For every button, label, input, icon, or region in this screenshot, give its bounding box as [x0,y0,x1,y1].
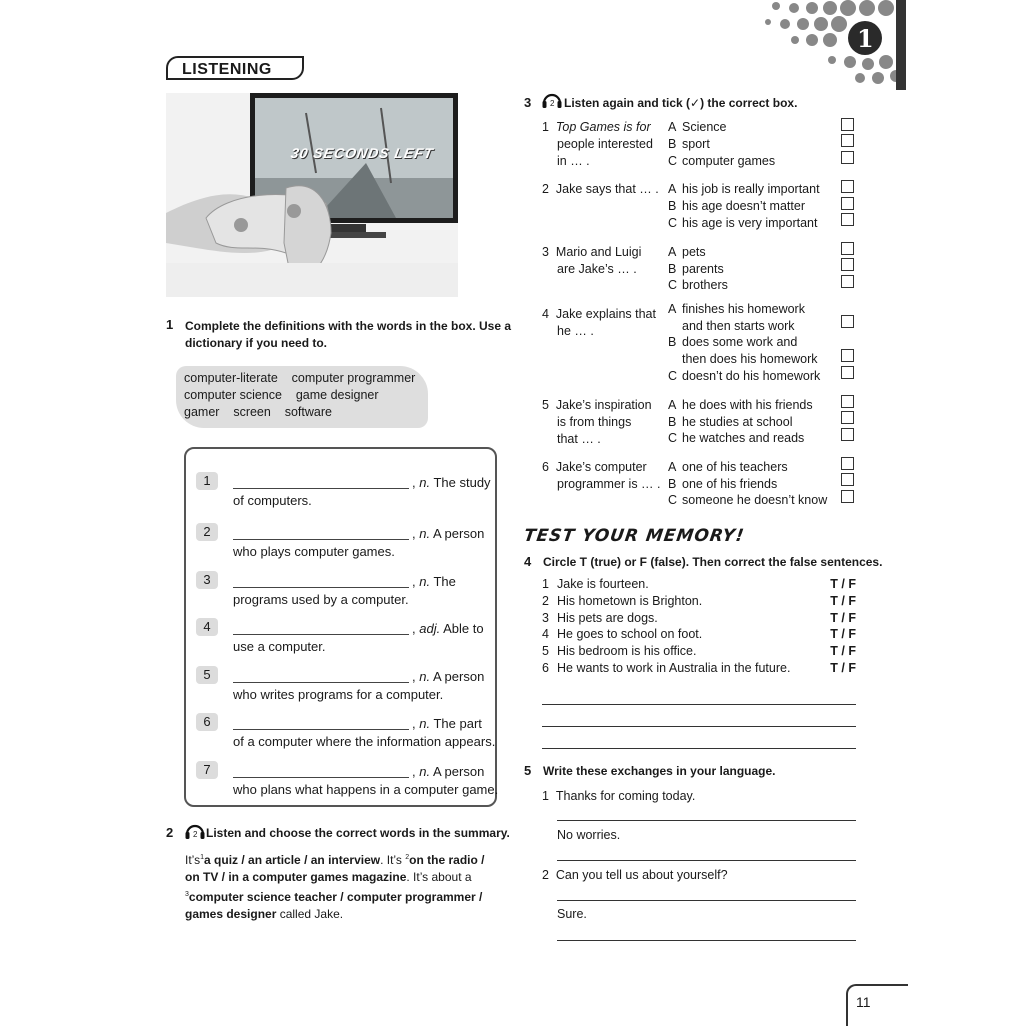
tick-box[interactable] [841,197,854,210]
ex3-question-line: are Jake’s … . [557,262,637,276]
tf-statement: 4 He goes to school on foot. T / F [542,627,856,641]
ex3-option: A he does with his friends [668,398,813,412]
ex3-option: B his age doesn’t matter [668,199,805,213]
ex3-option: A finishes his homework [668,302,805,316]
definition-text: use a computer. [233,639,326,654]
ex3-option: C computer games [668,154,776,168]
writing-line[interactable] [542,748,856,749]
tf-choice[interactable]: T / F [830,611,856,625]
ex1-number: 1 [166,317,174,332]
choice-group-1[interactable]: a quiz / an article / an interview [204,853,381,867]
item-number: 1 [196,472,218,490]
ex3-instruction: Listen again and tick (✓) the correct box. [564,96,798,110]
definition-tail: , n. A person [412,764,485,779]
ex3-option: A his job is really important [668,182,820,196]
writing-line[interactable] [557,820,856,821]
exchange-reply: No worries. [557,828,621,842]
ex3-question-4: 4 Jake explains that [542,307,656,321]
definition-tail: , n. The [412,574,456,589]
ex2-number: 2 [166,825,174,840]
tick-box[interactable] [841,118,854,131]
tick-box[interactable] [841,349,854,362]
answer-blank[interactable] [233,539,409,540]
writing-line[interactable] [557,900,856,901]
definition-item [186,617,496,657]
tick-box[interactable] [841,180,854,193]
definition-tail: , n. A person [412,669,485,684]
tick-box[interactable] [841,457,854,470]
tick-box[interactable] [841,151,854,164]
page-number: 11 [856,994,871,1010]
ex2-summary: $It’s^1a$ quiz / an article / an interview. It’s $^2$on the radio / on TV / in a computer games magazine. It’s about a $^3$computer science teacher / computer programmer / games designer called Jake. [185,853,485,921]
tick-box[interactable] [841,258,854,271]
ex3-question-1: 1 Top Games is for [542,120,651,134]
definition-item [186,471,496,511]
ex3-question-5: 5 Jake’s inspiration [542,398,652,412]
tf-statement: 6 He wants to work in Australia in the future. T / F [542,661,856,675]
answer-blank[interactable] [233,729,409,730]
exchange-reply: Sure. [557,907,587,921]
item-number: 6 [196,713,218,731]
definition-tail: , n. A person [412,526,485,541]
ex3-question-6: 6 Jake’s computer [542,460,647,474]
tick-box[interactable] [841,213,854,226]
answer-blank[interactable] [233,488,409,489]
writing-line[interactable] [542,726,856,727]
item-number: 4 [196,618,218,636]
definition-item [186,760,499,800]
game-controller-photo [166,93,458,297]
definition-text: of computers. [233,493,312,508]
tick-box[interactable] [841,473,854,486]
tf-statement: 2 His hometown is Brighton. T / F [542,594,856,608]
tf-choice[interactable]: T / F [830,577,856,591]
ex3-option: C he watches and reads [668,431,805,445]
writing-line[interactable] [557,860,856,861]
exchange-prompt: 1 Thanks for coming today. [542,789,696,803]
ex4-number: 4 [524,554,532,569]
item-number: 5 [196,666,218,684]
ex3-option: A pets [668,245,706,259]
ex3-option: C his age is very important [668,216,818,230]
section-title: LISTENING [166,56,304,80]
tick-box[interactable] [841,428,854,441]
ex3-option: C doesn’t do his homework [668,369,821,383]
decorative-dot-pattern [710,0,906,90]
item-number: 7 [196,761,218,779]
answer-blank[interactable] [233,587,409,588]
definition-item [186,665,496,705]
definition-item [186,522,496,562]
choice-group-3b[interactable]: games designer [185,907,277,921]
tick-box[interactable] [841,395,854,408]
definition-item [186,712,496,752]
tf-choice[interactable]: T / F [830,661,856,675]
tick-box[interactable] [841,315,854,328]
definitions-panel [184,447,497,807]
tf-statement: 5 His bedroom is his office. T / F [542,644,856,658]
ex1-instruction-line2: dictionary if you need to. [185,336,328,350]
answer-blank[interactable] [233,682,409,683]
ex5-instruction: Write these exchanges in your language. [543,764,776,778]
ex3-option: B sport [668,137,710,151]
choice-group-3a[interactable]: computer science teacher / computer programmer / [188,890,483,904]
writing-line[interactable] [557,940,856,941]
choice-group-2a[interactable]: on the radio / [409,853,485,867]
answer-blank[interactable] [233,777,409,778]
tick-box[interactable] [841,134,854,147]
tick-box[interactable] [841,490,854,503]
screen-text: 30 SECONDS LEFT [289,145,436,161]
word-box [176,366,428,428]
definition-text: who plays computer games. [233,544,395,559]
ex3-question-line: that … . [557,432,601,446]
ex3-option: A Science [668,120,727,134]
track-number: 2 [193,830,198,839]
ex5-number: 5 [524,763,532,778]
definition-text: of a computer where the information appears. [233,734,496,749]
tf-choice[interactable]: T / F [830,594,856,608]
choice-group-2b[interactable]: on TV / in a computer games magazine [185,870,407,884]
word-box-line: computer science game designer [184,388,379,402]
ex3-option: C someone he doesn’t know [668,493,828,507]
ex3-option: C brothers [668,278,728,292]
ex3-question-line: in … . [557,154,590,168]
definition-tail: , adj. Able to [412,621,484,636]
definition-text: programs used by a computer. [233,592,409,607]
ex3-question-2: 2 Jake says that … . [542,182,659,196]
ex3-option: B one of his friends [668,477,778,491]
track-number: 2 [550,99,555,108]
ex3-option: B he studies at school [668,415,793,429]
definition-text: who writes programs for a computer. [233,687,444,702]
ex2-instruction: Listen and choose the correct words in the summary. [206,826,510,840]
tf-statement: 1 Jake is fourteen. T / F [542,577,856,591]
ex3-question-line: he … . [557,324,594,338]
ex3-question-line: is from things [557,415,632,429]
item-number: 3 [196,571,218,589]
tick-box[interactable] [841,366,854,379]
definition-text: who plans what happens in a computer game. [233,782,499,797]
item-number: 2 [196,523,218,541]
ex1-instruction-line1: Complete the definitions with the words in the box. Use a [185,319,512,333]
ex3-option: and then starts work [682,319,795,333]
unit-number: 1 [857,24,874,53]
ex3-option: then does his homework [682,352,818,366]
ex4-instruction: Circle T (true) or F (false). Then correct the false sentences. [543,555,883,569]
ex3-option: B does some work and [668,335,798,349]
ex3-question-3: 3 Mario and Luigi [542,245,642,259]
word-box-line: computer-literate computer programmer [184,371,416,385]
ex3-option: A one of his teachers [668,460,788,474]
tf-choice[interactable]: T / F [830,644,856,658]
tf-statement: 3 His pets are dogs. T / F [542,611,856,625]
definition-tail: , n. The study [412,475,491,490]
ex3-question-line: programmer is … . [557,477,661,491]
tick-box[interactable] [841,411,854,424]
tf-choice[interactable]: T / F [830,627,856,641]
memory-section-title: TEST YOUR MEMORY! [522,526,746,546]
ex3-number: 3 [524,95,532,110]
exchange-prompt: 2 Can you tell us about yourself? [542,868,728,882]
writing-line[interactable] [542,704,856,705]
word-box-line: gamer screen software [184,405,332,419]
tick-box[interactable] [841,242,854,255]
ex3-question-line: people interested [557,137,653,151]
definition-item [186,570,496,610]
answer-blank[interactable] [233,634,409,635]
tick-box[interactable] [841,275,854,288]
definition-tail: , n. The part [412,716,482,731]
ex3-option: B parents [668,262,724,276]
